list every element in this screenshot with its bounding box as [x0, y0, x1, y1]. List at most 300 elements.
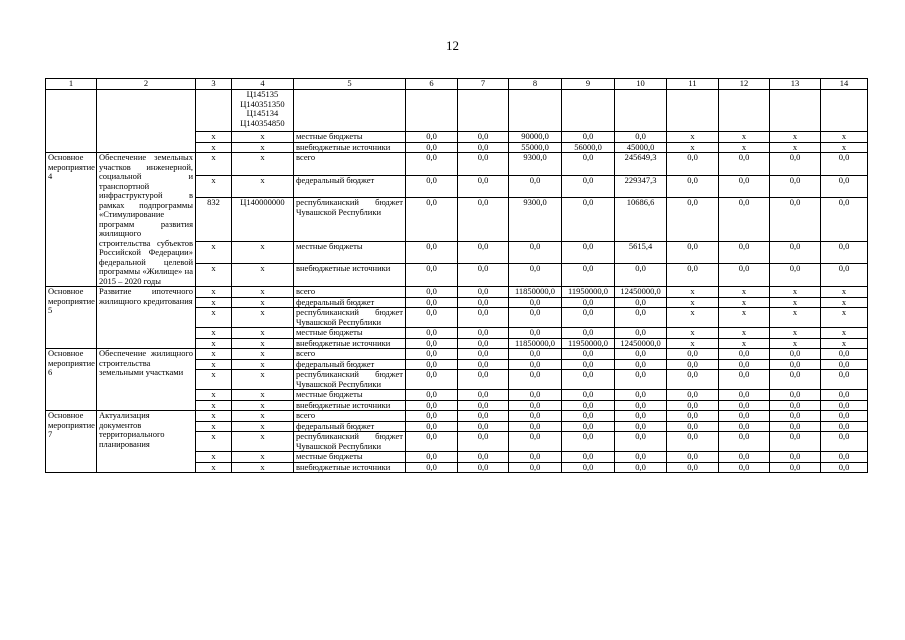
value-cell: 0,0: [509, 370, 562, 390]
value-cell: x: [719, 297, 770, 308]
csr-code-cell: x: [232, 390, 294, 401]
value-cell: 0,0: [406, 287, 458, 298]
column-number-cell: 13: [770, 79, 821, 90]
grbs-cell: x: [196, 308, 232, 328]
value-cell: x: [667, 287, 719, 298]
empty-cell: [406, 90, 458, 132]
value-cell: 0,0: [821, 175, 868, 198]
value-cell: 0,0: [821, 411, 868, 422]
column-number-cell: 8: [509, 79, 562, 90]
value-cell: 0,0: [562, 349, 615, 360]
csr-code-cell: x: [232, 132, 294, 143]
grbs-cell: x: [196, 338, 232, 349]
activity-label-cell: Основное мероприятие 7: [46, 411, 97, 473]
value-cell: 0,0: [406, 328, 458, 339]
value-cell: x: [821, 287, 868, 298]
value-cell: 0,0: [615, 328, 667, 339]
value-cell: 0,0: [562, 198, 615, 241]
funding-source-cell: местные бюджеты: [294, 390, 406, 401]
value-cell: 0,0: [406, 175, 458, 198]
funding-source-cell: федеральный бюджет: [294, 175, 406, 198]
activity-label-cell: Основное мероприятие 5: [46, 287, 97, 349]
table-row: [46, 90, 868, 132]
grbs-cell: x: [196, 400, 232, 411]
value-cell: 0,0: [770, 198, 821, 241]
funding-source-cell: внебюджетные источники: [294, 462, 406, 473]
value-cell: 0,0: [406, 421, 458, 432]
value-cell: 12450000,0: [615, 338, 667, 349]
empty-cell: [770, 90, 821, 132]
grbs-cell: x: [196, 241, 232, 264]
value-cell: 0,0: [615, 349, 667, 360]
value-cell: x: [667, 338, 719, 349]
value-cell: 0,0: [821, 370, 868, 390]
value-cell: 0,0: [719, 264, 770, 287]
value-cell: 11950000,0: [562, 338, 615, 349]
value-cell: 0,0: [458, 132, 509, 143]
value-cell: 0,0: [562, 359, 615, 370]
value-cell: 0,0: [821, 359, 868, 370]
empty-cell: [294, 90, 406, 132]
value-cell: x: [719, 308, 770, 328]
value-cell: 0,0: [458, 359, 509, 370]
funding-source-cell: федеральный бюджет: [294, 359, 406, 370]
funding-source-cell: республиканский бюджет Чувашской Республики: [294, 308, 406, 328]
value-cell: x: [719, 328, 770, 339]
column-number-cell: 9: [562, 79, 615, 90]
value-cell: x: [770, 328, 821, 339]
value-cell: 0,0: [406, 308, 458, 328]
empty-cell: [719, 90, 770, 132]
column-number-cell: 12: [719, 79, 770, 90]
value-cell: 0,0: [615, 432, 667, 452]
page-number: 12: [446, 38, 459, 53]
value-cell: 0,0: [770, 411, 821, 422]
value-cell: 11950000,0: [562, 287, 615, 298]
value-cell: 9300,0: [509, 198, 562, 241]
column-number-cell: 6: [406, 79, 458, 90]
value-cell: 0,0: [458, 349, 509, 360]
grbs-cell: x: [196, 328, 232, 339]
value-cell: 0,0: [562, 390, 615, 401]
value-cell: 0,0: [821, 198, 868, 241]
grbs-cell: x: [196, 411, 232, 422]
value-cell: 0,0: [509, 400, 562, 411]
activity-label-cell: Основное мероприятие 6: [46, 349, 97, 411]
value-cell: x: [667, 142, 719, 153]
value-cell: 0,0: [562, 400, 615, 411]
value-cell: 0,0: [770, 421, 821, 432]
value-cell: 0,0: [770, 432, 821, 452]
value-cell: 0,0: [770, 175, 821, 198]
column-number-cell: 1: [46, 79, 97, 90]
value-cell: 0,0: [770, 359, 821, 370]
value-cell: 0,0: [458, 241, 509, 264]
value-cell: 45000,0: [615, 142, 667, 153]
value-cell: x: [770, 308, 821, 328]
grbs-cell: x: [196, 153, 232, 176]
value-cell: 0,0: [667, 370, 719, 390]
value-cell: x: [770, 297, 821, 308]
value-cell: 11850000,0: [509, 338, 562, 349]
csr-code-cell: x: [232, 297, 294, 308]
funding-source-cell: местные бюджеты: [294, 452, 406, 463]
funding-source-cell: всего: [294, 411, 406, 422]
value-cell: 0,0: [719, 432, 770, 452]
value-cell: 0,0: [406, 132, 458, 143]
value-cell: 0,0: [719, 452, 770, 463]
value-cell: 0,0: [562, 153, 615, 176]
value-cell: 0,0: [719, 400, 770, 411]
value-cell: 0,0: [406, 400, 458, 411]
value-cell: x: [821, 297, 868, 308]
csr-code-cell: x: [232, 421, 294, 432]
csr-code-cell: x: [232, 359, 294, 370]
value-cell: 0,0: [458, 264, 509, 287]
value-cell: 0,0: [770, 400, 821, 411]
value-cell: 0,0: [458, 452, 509, 463]
value-cell: 0,0: [719, 411, 770, 422]
csr-code-cell: x: [232, 308, 294, 328]
value-cell: 0,0: [458, 308, 509, 328]
value-cell: 0,0: [406, 359, 458, 370]
value-cell: x: [770, 142, 821, 153]
activity-label-cell: Основное мероприятие 4: [46, 153, 97, 287]
value-cell: x: [821, 308, 868, 328]
value-cell: 0,0: [719, 175, 770, 198]
value-cell: 0,0: [667, 264, 719, 287]
value-cell: 0,0: [615, 421, 667, 432]
value-cell: 0,0: [770, 349, 821, 360]
value-cell: 0,0: [667, 359, 719, 370]
column-number-cell: 3: [196, 79, 232, 90]
value-cell: 0,0: [509, 308, 562, 328]
value-cell: 0,0: [615, 308, 667, 328]
value-cell: 0,0: [821, 349, 868, 360]
csr-code-cell: x: [232, 432, 294, 452]
csr-code-cell: x: [232, 241, 294, 264]
value-cell: 10686,6: [615, 198, 667, 241]
grbs-cell: x: [196, 421, 232, 432]
csr-code-cell: Ц145135 Ц140351350 Ц145134 Ц140354850: [232, 90, 294, 132]
value-cell: 0,0: [667, 432, 719, 452]
value-cell: x: [719, 338, 770, 349]
value-cell: 0,0: [509, 452, 562, 463]
value-cell: 0,0: [719, 153, 770, 176]
value-cell: 0,0: [667, 198, 719, 241]
funding-source-cell: республиканский бюджет Чувашской Республики: [294, 432, 406, 452]
empty-cell: [458, 90, 509, 132]
value-cell: 0,0: [458, 175, 509, 198]
empty-cell: [509, 90, 562, 132]
value-cell: 0,0: [406, 142, 458, 153]
value-cell: x: [719, 287, 770, 298]
value-cell: x: [821, 132, 868, 143]
value-cell: 0,0: [615, 452, 667, 463]
value-cell: 245649,3: [615, 153, 667, 176]
grbs-cell: 832: [196, 198, 232, 241]
column-number-cell: 2: [97, 79, 196, 90]
empty-cell: [562, 90, 615, 132]
value-cell: 0,0: [770, 462, 821, 473]
funding-source-cell: внебюджетные источники: [294, 400, 406, 411]
value-cell: 0,0: [770, 370, 821, 390]
table-row: [46, 287, 868, 298]
value-cell: 0,0: [458, 297, 509, 308]
value-cell: x: [667, 297, 719, 308]
value-cell: 0,0: [509, 241, 562, 264]
column-number-cell: 5: [294, 79, 406, 90]
value-cell: 0,0: [458, 411, 509, 422]
column-number-cell: 4: [232, 79, 294, 90]
value-cell: 9300,0: [509, 153, 562, 176]
grbs-cell: x: [196, 370, 232, 390]
value-cell: 0,0: [406, 411, 458, 422]
value-cell: 0,0: [719, 421, 770, 432]
funding-source-cell: местные бюджеты: [294, 241, 406, 264]
value-cell: 0,0: [406, 297, 458, 308]
csr-code-cell: x: [232, 328, 294, 339]
value-cell: 0,0: [821, 264, 868, 287]
grbs-cell: x: [196, 297, 232, 308]
funding-source-cell: республиканский бюджет Чувашской Республики: [294, 370, 406, 390]
value-cell: 0,0: [667, 175, 719, 198]
value-cell: 0,0: [562, 432, 615, 452]
value-cell: 0,0: [615, 359, 667, 370]
value-cell: 0,0: [562, 132, 615, 143]
funding-source-cell: республиканский бюджет Чувашской Республики: [294, 198, 406, 241]
activity-description-cell: Развитие ипотечного жилищного кредитования: [97, 287, 196, 349]
value-cell: 0,0: [406, 241, 458, 264]
csr-code-cell: x: [232, 287, 294, 298]
value-cell: 0,0: [509, 421, 562, 432]
value-cell: 0,0: [821, 390, 868, 401]
csr-code-cell: x: [232, 400, 294, 411]
value-cell: 0,0: [821, 452, 868, 463]
grbs-cell: [196, 90, 232, 132]
value-cell: 0,0: [821, 400, 868, 411]
value-cell: 0,0: [615, 132, 667, 143]
column-number-cell: 11: [667, 79, 719, 90]
value-cell: 0,0: [667, 349, 719, 360]
value-cell: 0,0: [615, 462, 667, 473]
value-cell: 0,0: [562, 328, 615, 339]
empty-cell: [821, 90, 868, 132]
csr-code-cell: x: [232, 411, 294, 422]
value-cell: 0,0: [458, 198, 509, 241]
funding-source-cell: местные бюджеты: [294, 132, 406, 143]
grbs-cell: x: [196, 359, 232, 370]
value-cell: 0,0: [562, 264, 615, 287]
value-cell: 0,0: [509, 175, 562, 198]
value-cell: 0,0: [719, 349, 770, 360]
value-cell: x: [821, 328, 868, 339]
funding-source-cell: федеральный бюджет: [294, 297, 406, 308]
value-cell: x: [667, 132, 719, 143]
grbs-cell: x: [196, 132, 232, 143]
value-cell: 0,0: [821, 153, 868, 176]
value-cell: x: [821, 338, 868, 349]
value-cell: 0,0: [406, 370, 458, 390]
value-cell: 0,0: [615, 400, 667, 411]
funding-source-cell: всего: [294, 349, 406, 360]
csr-code-cell: x: [232, 462, 294, 473]
value-cell: 0,0: [615, 390, 667, 401]
value-cell: 0,0: [509, 411, 562, 422]
value-cell: 0,0: [770, 264, 821, 287]
value-cell: 0,0: [562, 241, 615, 264]
value-cell: 0,0: [667, 452, 719, 463]
funding-source-cell: внебюджетные источники: [294, 338, 406, 349]
column-number-cell: 7: [458, 79, 509, 90]
activity-description-cell: Обеспечение жилищного строительства земельными участками: [97, 349, 196, 411]
value-cell: 0,0: [458, 328, 509, 339]
column-number-cell: 10: [615, 79, 667, 90]
value-cell: 0,0: [406, 432, 458, 452]
value-cell: 229347,3: [615, 175, 667, 198]
value-cell: 0,0: [509, 390, 562, 401]
value-cell: 0,0: [458, 390, 509, 401]
value-cell: 0,0: [406, 349, 458, 360]
column-number-cell: 14: [821, 79, 868, 90]
table-row: [46, 349, 868, 360]
grbs-cell: x: [196, 349, 232, 360]
value-cell: 0,0: [719, 198, 770, 241]
grbs-cell: x: [196, 452, 232, 463]
value-cell: 0,0: [509, 359, 562, 370]
value-cell: 0,0: [562, 370, 615, 390]
grbs-cell: x: [196, 264, 232, 287]
value-cell: x: [770, 287, 821, 298]
value-cell: 0,0: [509, 349, 562, 360]
value-cell: 0,0: [406, 390, 458, 401]
grbs-cell: x: [196, 142, 232, 153]
csr-code-cell: x: [232, 142, 294, 153]
value-cell: 0,0: [615, 264, 667, 287]
value-cell: 0,0: [770, 452, 821, 463]
value-cell: 0,0: [770, 390, 821, 401]
value-cell: 0,0: [406, 462, 458, 473]
activity-description-cell: Актуализация документов территориального планирования: [97, 411, 196, 473]
value-cell: 0,0: [821, 462, 868, 473]
value-cell: 0,0: [562, 452, 615, 463]
value-cell: 0,0: [667, 400, 719, 411]
value-cell: x: [770, 338, 821, 349]
value-cell: 0,0: [458, 421, 509, 432]
value-cell: 0,0: [562, 421, 615, 432]
value-cell: 5615,4: [615, 241, 667, 264]
value-cell: 0,0: [667, 153, 719, 176]
table-body: [46, 79, 868, 473]
value-cell: 0,0: [406, 198, 458, 241]
funding-source-cell: всего: [294, 287, 406, 298]
grbs-cell: x: [196, 287, 232, 298]
value-cell: 0,0: [719, 370, 770, 390]
value-cell: 0,0: [719, 241, 770, 264]
value-cell: 0,0: [821, 421, 868, 432]
value-cell: 0,0: [509, 297, 562, 308]
empty-cell: [615, 90, 667, 132]
value-cell: 55000,0: [509, 142, 562, 153]
value-cell: 0,0: [458, 370, 509, 390]
value-cell: 0,0: [821, 432, 868, 452]
value-cell: 0,0: [458, 432, 509, 452]
grbs-cell: x: [196, 432, 232, 452]
grbs-cell: x: [196, 462, 232, 473]
value-cell: 0,0: [615, 370, 667, 390]
value-cell: 0,0: [667, 411, 719, 422]
value-cell: 0,0: [458, 153, 509, 176]
value-cell: x: [719, 132, 770, 143]
value-cell: 0,0: [509, 264, 562, 287]
table-row: [46, 411, 868, 422]
value-cell: 0,0: [562, 308, 615, 328]
grbs-cell: x: [196, 390, 232, 401]
value-cell: 0,0: [458, 287, 509, 298]
table-row: [46, 153, 868, 176]
csr-code-cell: x: [232, 264, 294, 287]
value-cell: 0,0: [509, 432, 562, 452]
value-cell: 0,0: [458, 142, 509, 153]
value-cell: 0,0: [719, 390, 770, 401]
value-cell: x: [821, 142, 868, 153]
value-cell: 0,0: [667, 241, 719, 264]
value-cell: 0,0: [458, 338, 509, 349]
value-cell: 0,0: [406, 338, 458, 349]
value-cell: 0,0: [770, 153, 821, 176]
value-cell: 0,0: [770, 241, 821, 264]
value-cell: 0,0: [562, 297, 615, 308]
csr-code-cell: Ц140000000: [232, 198, 294, 241]
value-cell: 0,0: [667, 421, 719, 432]
value-cell: 0,0: [667, 390, 719, 401]
value-cell: 0,0: [509, 328, 562, 339]
csr-code-cell: x: [232, 338, 294, 349]
funding-source-cell: местные бюджеты: [294, 328, 406, 339]
value-cell: 0,0: [615, 297, 667, 308]
value-cell: 0,0: [406, 264, 458, 287]
value-cell: x: [667, 308, 719, 328]
csr-code-cell: x: [232, 175, 294, 198]
activity-description-cell: Обеспечение земельных участков инженерной, социальной и транспортной инфраструктурой в рамках подпрограммы «Стимулирование программ развития жилищного строительства субъектов Российской Федерации» федеральной целевой программы «Жилище» на 2015 – 2020 годы: [97, 153, 196, 287]
value-cell: 0,0: [719, 462, 770, 473]
value-cell: 0,0: [562, 462, 615, 473]
value-cell: 0,0: [406, 153, 458, 176]
csr-code-cell: x: [232, 370, 294, 390]
csr-code-cell: x: [232, 153, 294, 176]
csr-code-cell: x: [232, 452, 294, 463]
value-cell: 0,0: [667, 462, 719, 473]
funding-source-cell: внебюджетные источники: [294, 264, 406, 287]
value-cell: 0,0: [821, 241, 868, 264]
activity-label-cell: [46, 90, 97, 153]
value-cell: x: [770, 132, 821, 143]
activity-description-cell: [97, 90, 196, 153]
value-cell: 11850000,0: [509, 287, 562, 298]
budget-table: [45, 78, 868, 473]
header-row: [46, 79, 868, 90]
value-cell: 0,0: [509, 462, 562, 473]
value-cell: 56000,0: [562, 142, 615, 153]
empty-cell: [667, 90, 719, 132]
value-cell: 0,0: [458, 400, 509, 411]
funding-source-cell: федеральный бюджет: [294, 421, 406, 432]
value-cell: 12450000,0: [615, 287, 667, 298]
funding-source-cell: всего: [294, 153, 406, 176]
value-cell: 0,0: [406, 452, 458, 463]
value-cell: 0,0: [458, 462, 509, 473]
value-cell: 90000,0: [509, 132, 562, 143]
